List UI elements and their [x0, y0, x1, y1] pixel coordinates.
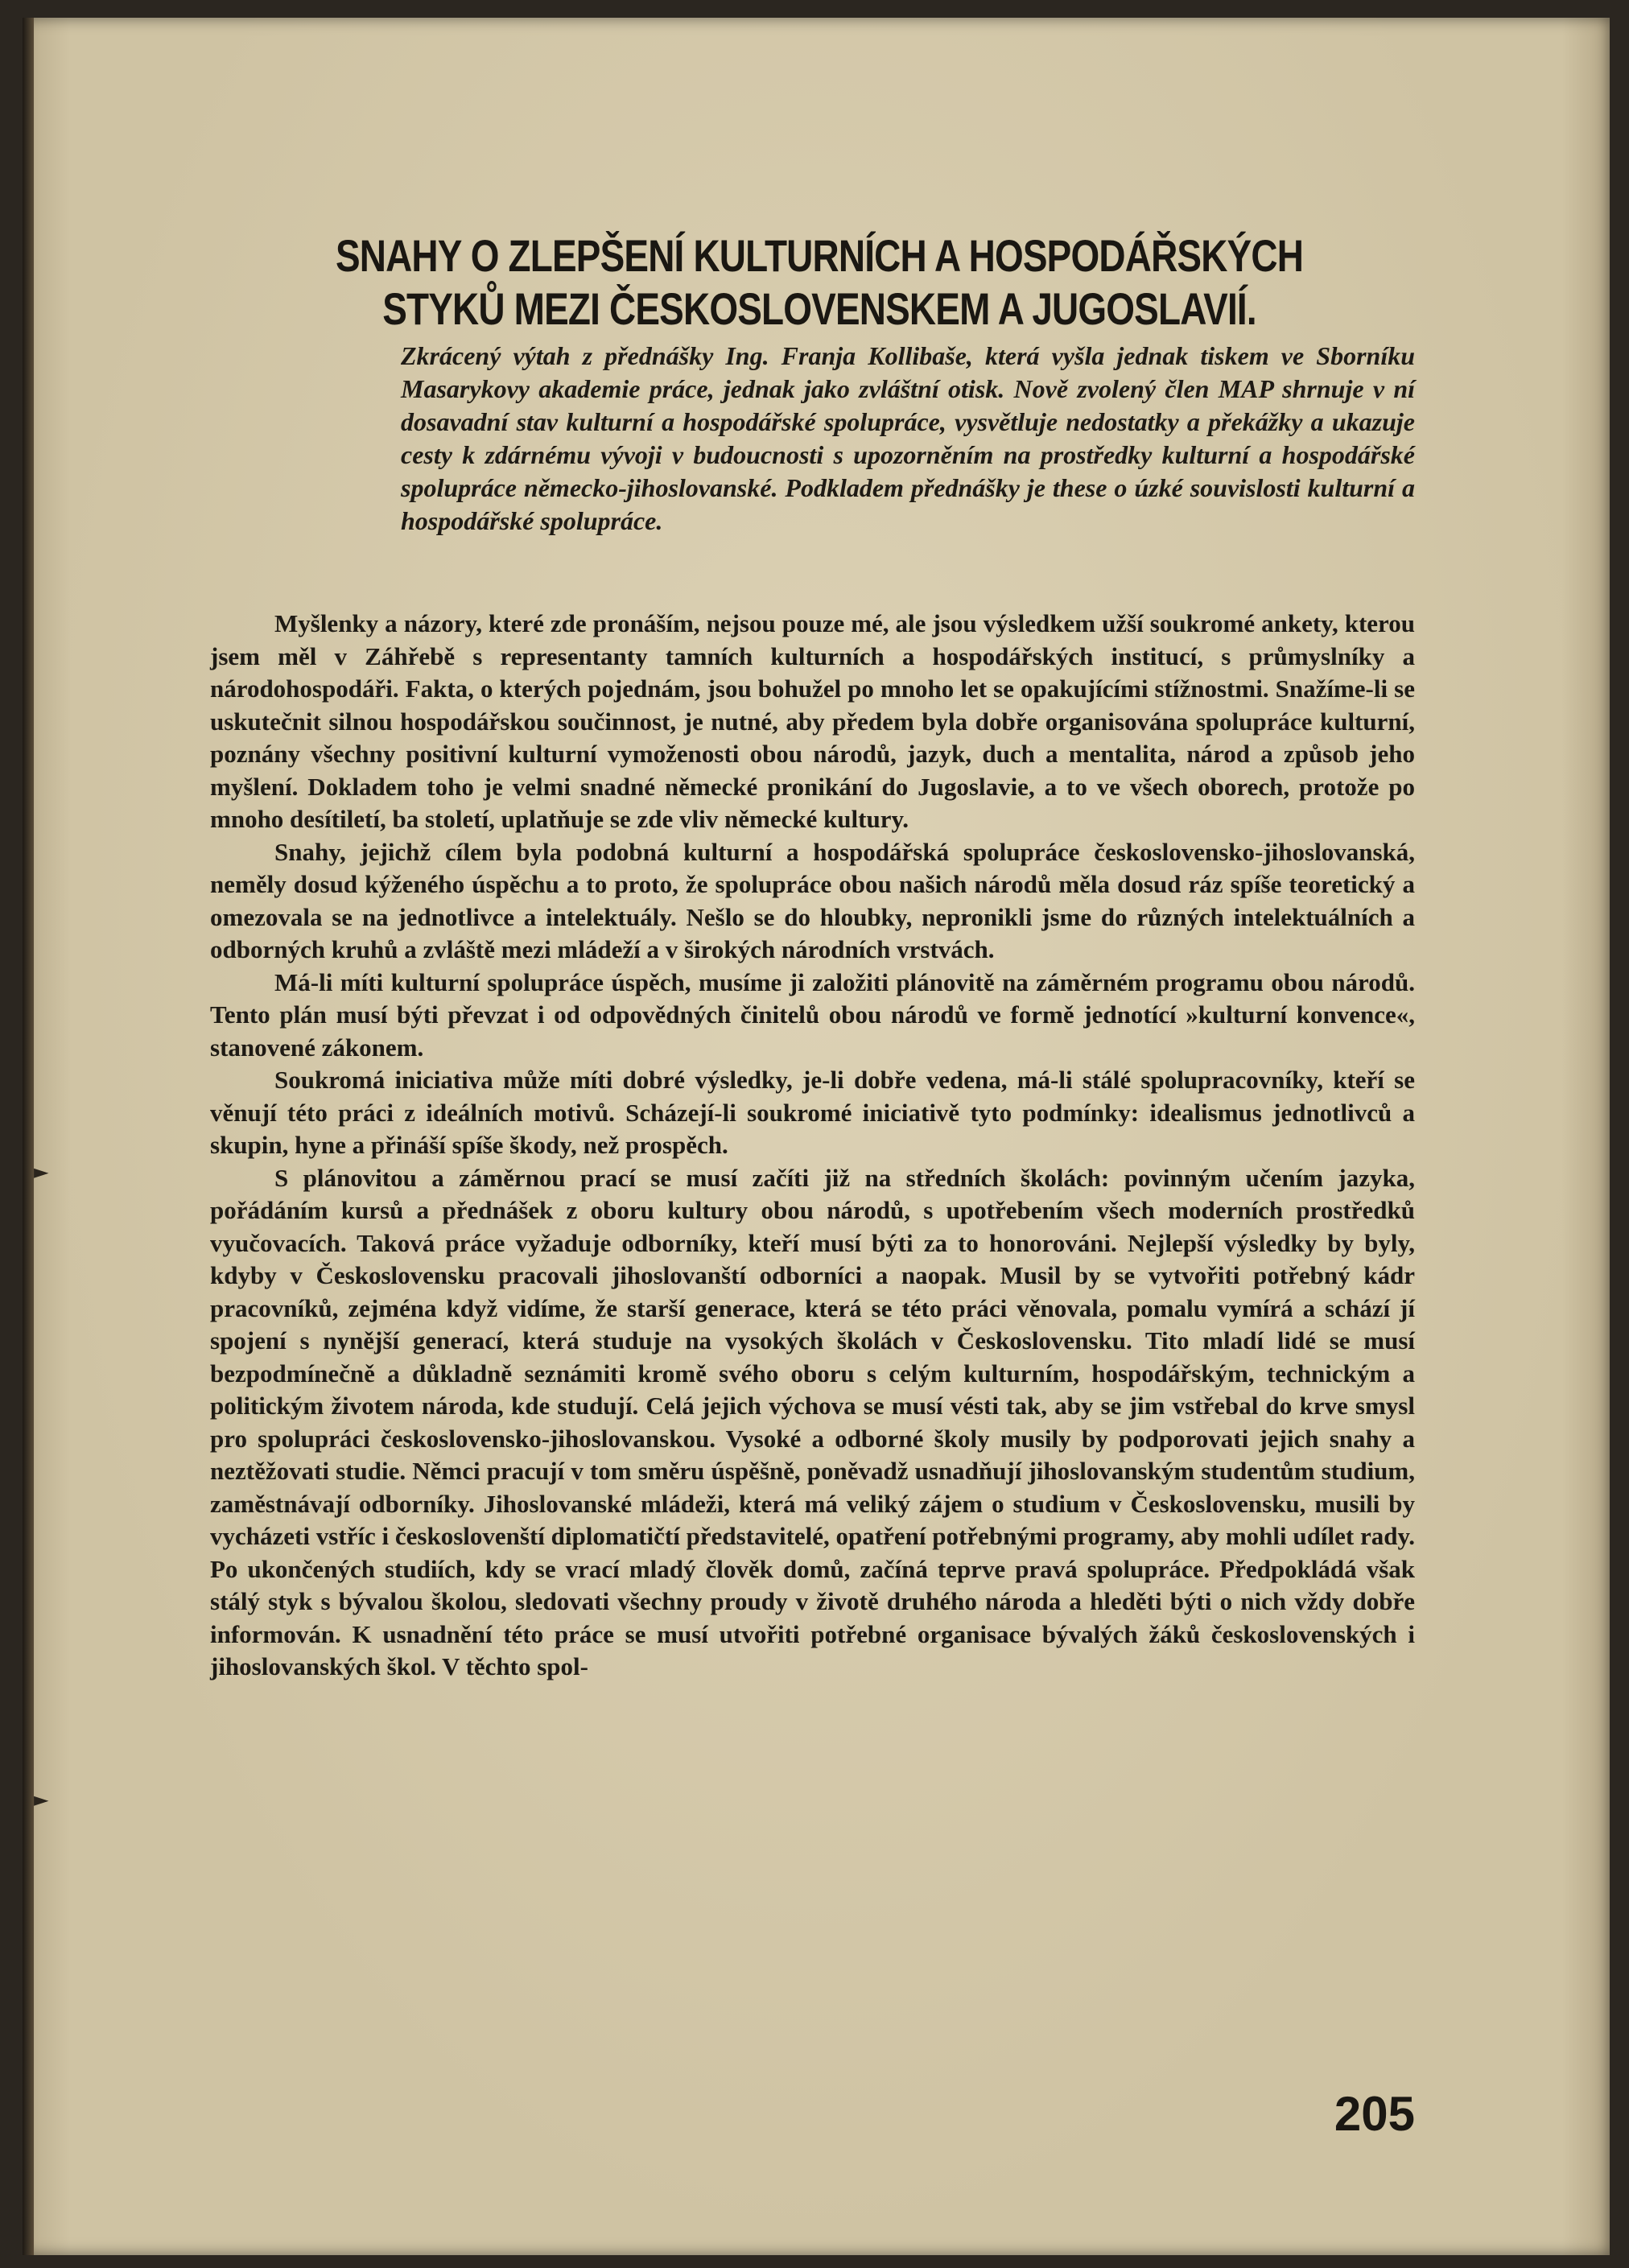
margin-arrow-icon: ►: [34, 1161, 49, 1183]
body-paragraph-5: S plánovitou a záměrnou prací se musí začíti již na středních školách: povinným učením jazyka, pořádáním kursů a přednášek z oboru kultury obou národů, s upotřebením všech moderních prostředků vyučovacích. Taková práce vyžaduje odborníky, kteří musí býti za to honorováni. Nejlepší výsledky by byly, kdyby v Československu pracovali jihoslovanští odborníci a naopak. Musil by se vytvořiti potřebný kádr pracovníků, zejména když vidíme, že starší generace, která se této práci věnovala, pomalu vymírá a schází jí spojení s nynější generací, která studuje na vysokých školách v Československu. Tito mladí lidé se musí bezpodmínečně a důkladně seznámiti kromě svého oboru s celým kulturním, hospodářským, technickým a politickým životem národa, kde studují. Celá jejich výchova se musí vésti tak, aby se jim vstřebal do krve smysl pro spolupráci československo-jihoslovanskou. Vysoké a odborné školy musily by podporovati jejich snahy a neztěžovati studie. Němci pracují v tom směru úspěšně, poněvadž usnadňují jihoslovanským studentům studium, zaměstnávají odborníky. Jihoslovanské mládeži, která má veliký zájem o studium v Československu, musili by vycházeti vstříc i českoslovenští diplomatičtí představitelé, opatření potřebnými programy, aby mohli udílet rady. Po ukončených studiích, kdy se vrací mladý člověk domů, začíná teprve pravá spolupráce. Předpokládá však stálý styk s bývalou školou, sledovati všechny proudy v životě druhého národa a hleděti býti o nich vždy dobře informován. K usnadnění této práce se musí utvořiti potřebné organisace bývalých žáků československých i jihoslovanských škol. V těchto spol-: [210, 1163, 1415, 1680]
page-binding-edge: [23, 18, 34, 2255]
body-paragraph-4: Soukromá iniciativa může míti dobré výsledky, je-li dobře vedena, má-li stálé spolupracovníky, kteří se věnují této práci z ideálních motivů. Scházejí-li soukromé iniciativě tyto podmínky: idealismus jednotlivců a skupin, hyne a přináší spíše škody, než prospěch.: [210, 1066, 1415, 1159]
document-page: [23, 18, 1610, 2255]
article-title: [298, 229, 1341, 336]
body-paragraph-1: Myšlenky a názory, které zde pronáším, nejsou pouze mé, ale jsou výsledkem užší soukromé ankety, kterou jsem měl v Záhřebě s representanty tamních kulturních a hospodářských institucí, s průmyslníky a národohospodáři. Fakta, o kterých pojednám, jsou bohužel po mnoho let se opakujícími stížnostmi. Snažíme-li se uskutečnit silnou hospodářskou součinnost, je nutné, aby předem byla dobře organisována spolupráce kulturní, poznány všechny positivní kulturní vymoženosti obou národů, jazyk, duch a mentalita, národ a způsob jeho myšlení. Dokladem toho je velmi snadné německé pronikání do Jugoslavie, a to ve všech oborech, protože po mnoho desítiletí, ba století, uplatňuje se zde vliv německé kultury.: [210, 609, 1415, 833]
article-title-line-2: STYKŮ MEZI ČESKOSLOVENSKEM A JUGOSLAVIÍ.: [382, 282, 1256, 334]
margin-arrow-icon: ►: [34, 1788, 49, 1811]
article-body: [210, 608, 1415, 1684]
page-number: 205: [1334, 2087, 1415, 2141]
body-paragraph-3: Má-li míti kulturní spolupráce úspěch, musíme ji založiti plánovitě na záměrném programu obou národů. Tento plán musí býti převzat i od odpovědných činitelů obou národů ve formě jednotící »kulturní konvence«, stanovené zákonem.: [210, 967, 1415, 1062]
article-abstract: Zkrácený výtah z přednášky Ing. Franja Kollibaše, která vyšla jednak tiskem ve Sborníku Masarykovy akademie práce, jednak jako zvláštní otisk. Nově zvolený člen MAP shrnuje v ní dosavadní stav kulturní a hospodářské spolupráce, vysvětluje nedostatky a překážky a ukazuje cesty k zdárnému vývoji v budoucnosti s upozorněním na prostředky kulturní a hospodářské spolupráce německo-jihoslovanské. Podkladem přednášky je these o úzké souvislosti kulturní a hospodářské spolupráce.: [401, 341, 1415, 535]
body-paragraph-2: Snahy, jejichž cílem byla podobná kulturní a hospodářská spolupráce československo-jihoslovanská, neměly dosud kýženého úspěchu a to proto, že spolupráce obou našich národů měla dosud ráz spíše teoretický a omezovala se na jednotlivce a intelektuály. Nešlo se do hloubky, nepronikli jsme do různých intelektuálních a odborných kruhů a zvláště mezi mládeží a v širokých národních vrstvách.: [210, 837, 1415, 963]
article-title-line-1: SNAHY O ZLEPŠENÍ KULTURNÍCH A HOSPODÁŘSKÝCH: [335, 229, 1304, 281]
